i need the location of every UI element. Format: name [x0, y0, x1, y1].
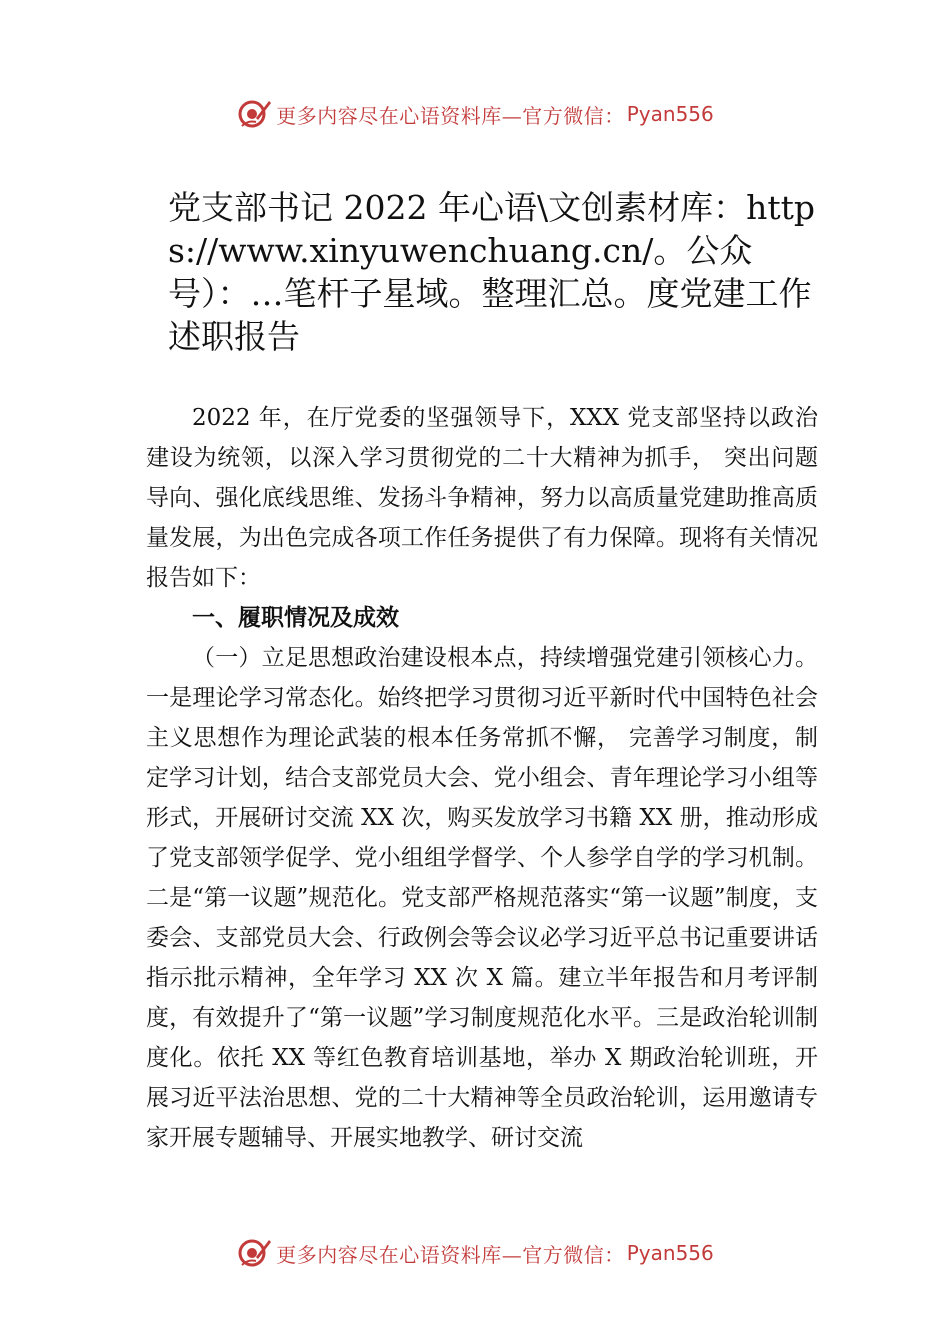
- watermark-wechat-id: Pyan556: [626, 102, 714, 126]
- watermark-wechat-id: Pyan556: [626, 1241, 714, 1265]
- intro-paragraph: 2022 年，在厅党委的坚强领导下，XXX 党支部坚持以政治建设为统领，以深入学习贯彻党的二十大精神为抓手， 突出问题导向、强化底线思维、发扬斗争精神，努力以高质量党建助推高质量发展，为出色完成各项工作任务提供了有力保障。现将有关情况报告如下：: [146, 405, 818, 591]
- watermark-text: 更多内容尽在心语资料库—官方微信：: [276, 1242, 625, 1267]
- pen-logo-icon: [236, 1235, 272, 1271]
- section-heading: 一、履职情况及成效: [192, 605, 399, 631]
- document-body: [146, 398, 818, 1158]
- document-title: 党支部书记 2022 年心语\文创素材库：https://www.xinyuwenchuang.cn/。公众号）：…笔杆子星域。整理汇总。度党建工作述职报告: [168, 188, 815, 356]
- watermark-banner-top: [0, 94, 950, 134]
- pen-logo-icon: [236, 96, 272, 132]
- section-paragraph: （一）立足思想政治建设根本点，持续增强党建引领核心力。一是理论学习常态化。始终把学习贯彻习近平新时代中国特色社会主义思想作为理论武装的根本任务常抓不懈， 完善学习制度，制定学习计划，结合支部党员大会、党小组会、青年理论学习小组等形式，开展研讨交流 XX 次，购买发放学习书籍 XX 册，推动形成了党支部领学促学、党小组组学督学、个人参学自学的学习机制。二是“第一议题”规范化。党支部严格规范落实“第一议题”制度，支委会、支部党员大会、行政例会等会议必学习近平总书记重要讲话指示批示精神，全年学习 XX 次 X 篇。建立半年报告和月考评制度，有效提升了“第一议题”学习制度规范化水平。三是政治轮训制度化。依托 XX 等红色教育培训基地，举办 X 期政治轮训班，开展习近平法治思想、党的二十大精神等全员政治轮训，运用邀请专家开展专题辅导、开展实地教学、研讨交流: [146, 645, 818, 1151]
- watermark-banner-bottom: [0, 1233, 950, 1273]
- watermark-text: 更多内容尽在心语资料库—官方微信：: [276, 103, 625, 128]
